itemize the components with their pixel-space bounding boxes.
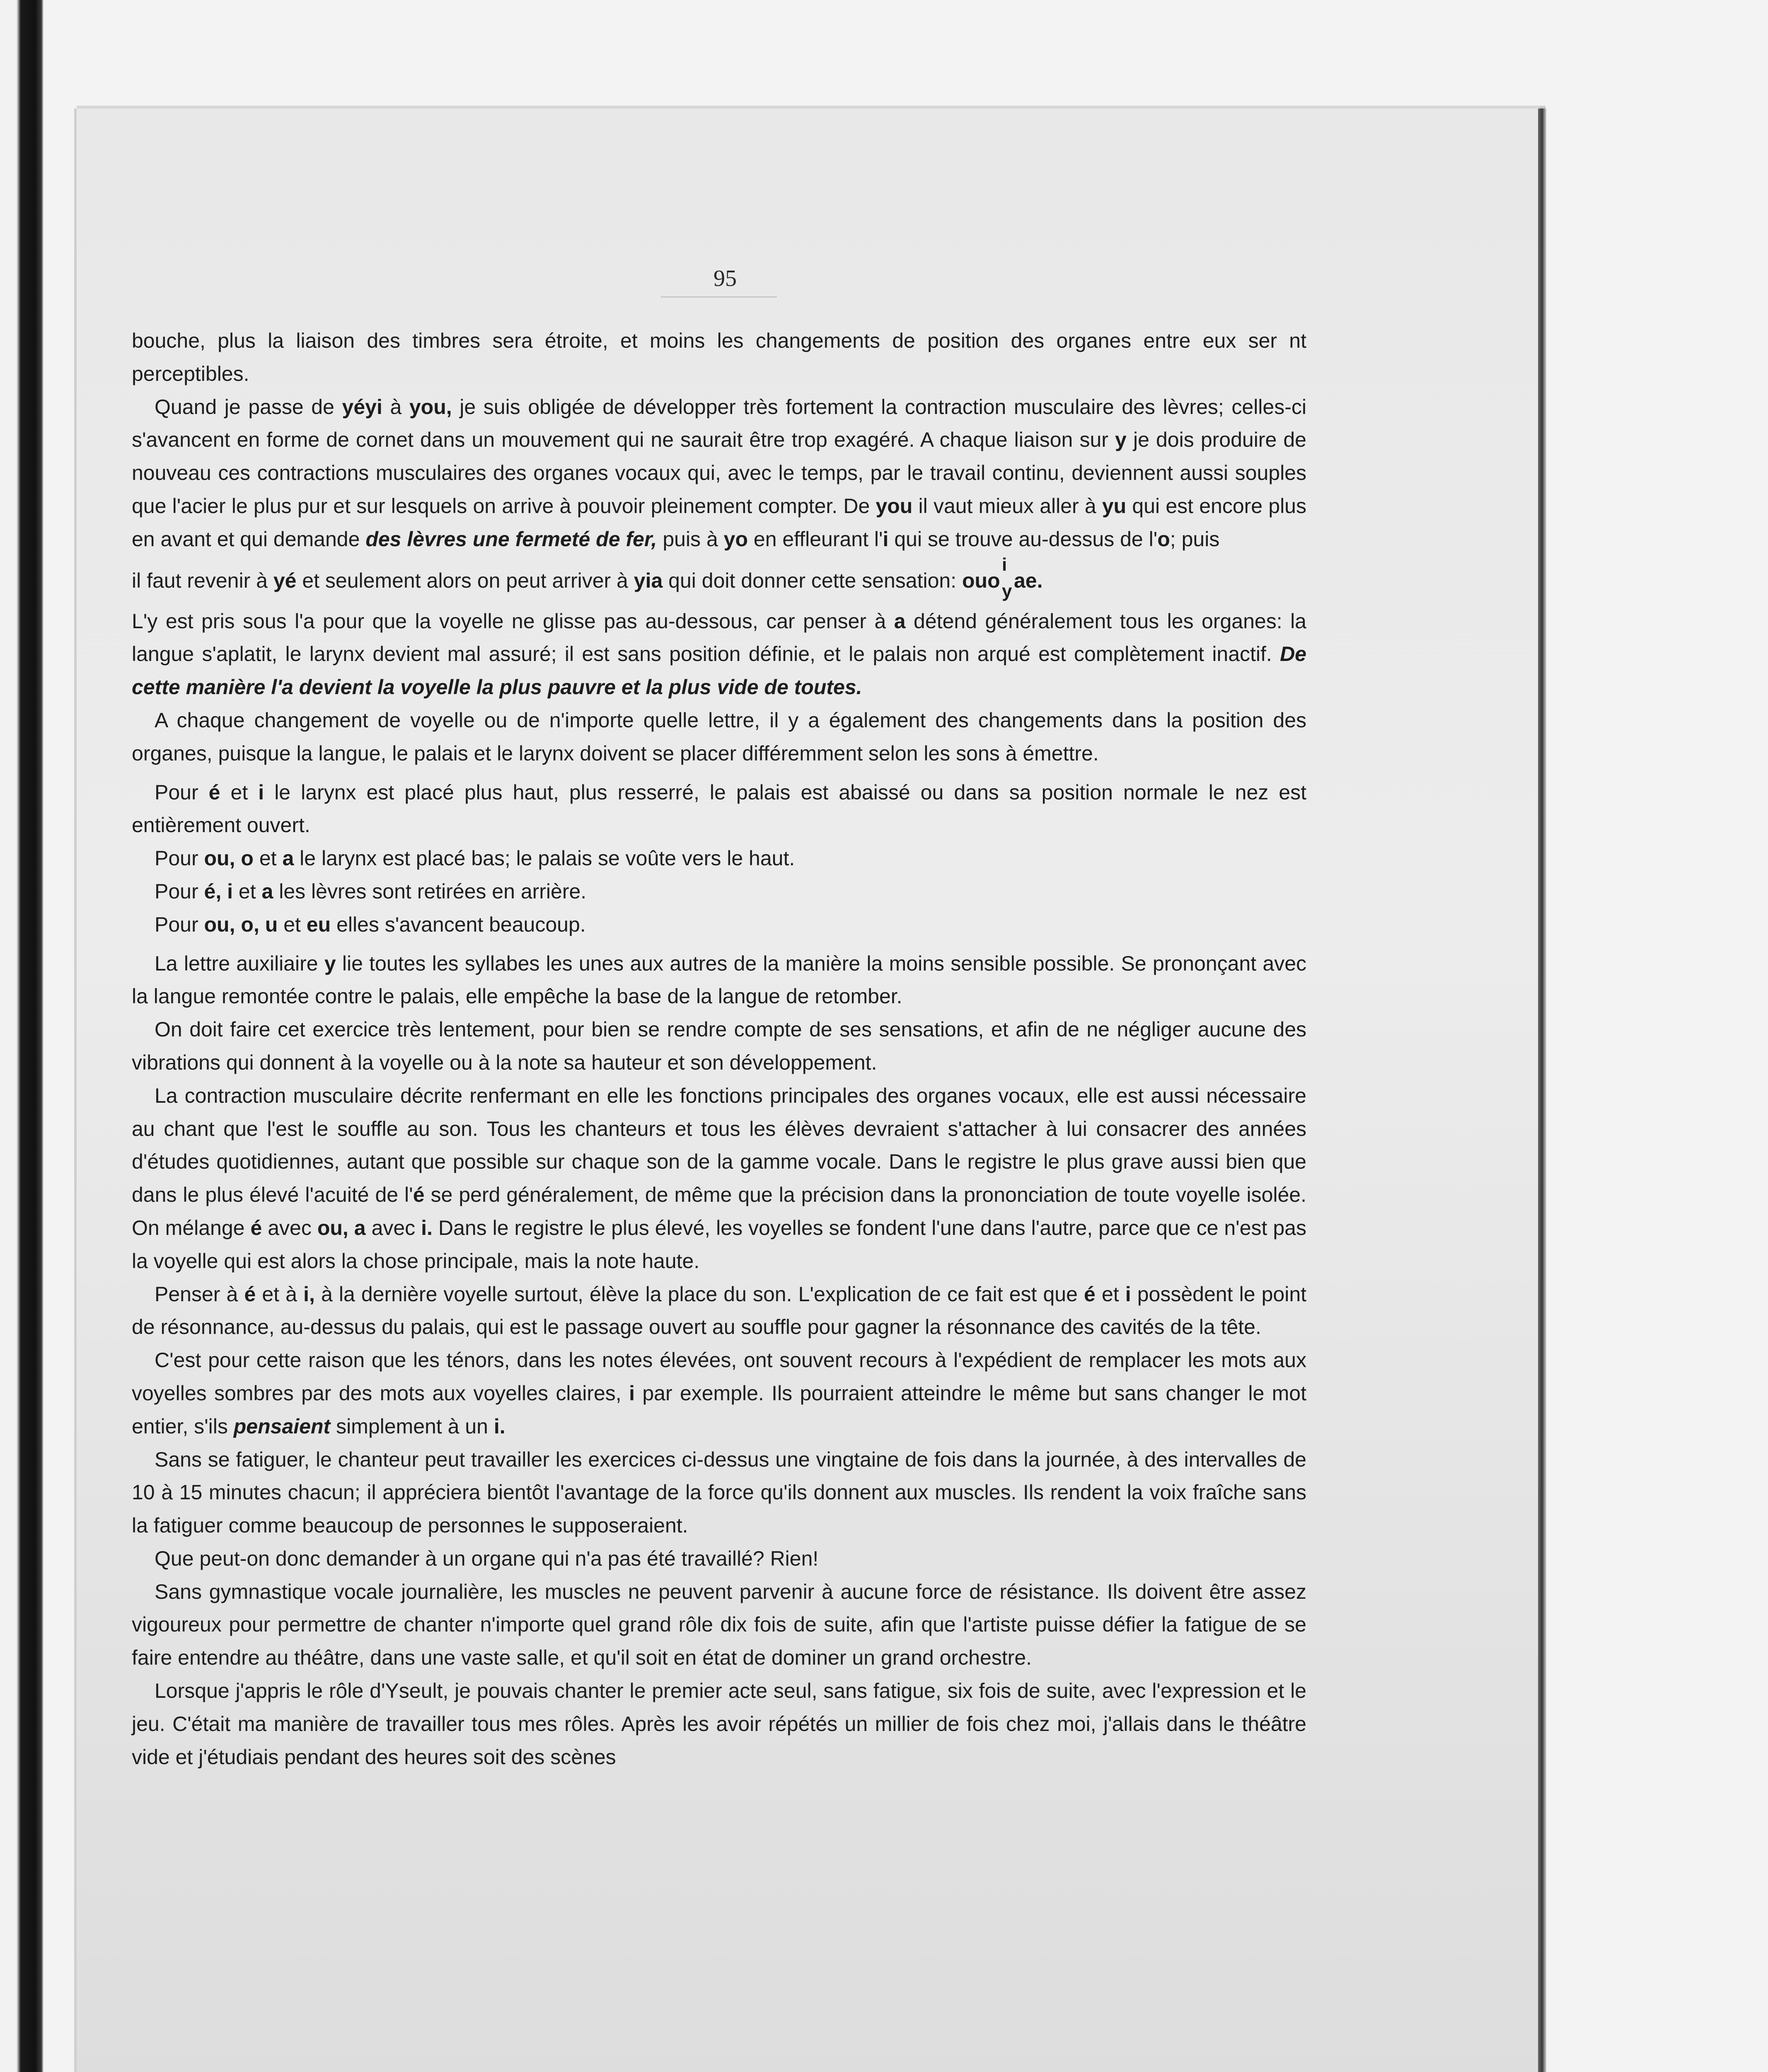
vowel-emphasis: a [261,879,273,903]
text-run: Quand je passe de [155,395,342,419]
text-run: Que peut-on donc demander à un organe qui n'a pas été travaillé? Rien! [155,1547,819,1570]
text-run: en effleurant l' [748,527,883,551]
sheet-right-edge [1538,109,1546,2072]
vowel-emphasis: o [1157,527,1170,551]
paragraph [132,1443,1306,1542]
text-run: Sans gymnastique vocale journalière, les muscles ne peuvent parvenir à aucune force de résistance. Ils doivent être assez vigoureux pour permettre de chanter n'importe quel grand rôle dix fois de suite, afin que l'artiste puisse défier la fatigue de se faire entendre au théâtre, dans une vaste salle, et qu'il soit en état de dominer un grand orchestre. [132,1580,1306,1670]
text-run: et [278,913,307,936]
text-run: à la dernière voyelle surtout, élève la place du son. L'explication de ce fait est que [314,1282,1084,1306]
page-body-text [132,324,1306,1774]
text-run: à [382,395,409,419]
text-run [235,913,241,936]
stack-above: i [1002,554,1007,575]
paragraph [132,1576,1306,1675]
text-run: qui se trouve au-dessus de l' [888,527,1158,551]
paragraph [132,842,1306,875]
italic-emphasis: De cette manière l'a devient la voyelle la plus pauvre et la plus vide de toutes. [132,642,1306,699]
vowel-emphasis: yo [723,527,748,551]
vowel-emphasis: é [208,780,220,804]
text-run: qui doit donner cette sensation: [663,569,962,592]
vowel-emphasis: a [282,847,294,870]
text-run: je suis obligée de développer très fortement la contraction musculaire des lèvres; celles-ci s'avancent en forme de cornet dans un mouvement qui ne saurait être trop exagéré. A chaque liaison sur [132,395,1306,452]
vowel-emphasis: i [629,1381,635,1405]
vowel-emphasis: é [250,1216,262,1239]
text-run: bouche, plus la liaison des timbres sera étroite, et moins les changements de position des organes entre eux ser nt perceptibles. [132,329,1306,385]
vowel-emphasis: yéyi [342,395,382,419]
vowel-emphasis: i, [303,1282,315,1306]
text-run: Pour [155,913,204,936]
vowel-emphasis: i. [493,1414,505,1438]
paragraph [132,324,1306,391]
text-run: le larynx est placé bas; le palais se voûte vers le haut. [294,847,795,870]
text-run: il vaut mieux aller à [912,494,1102,518]
text-run [348,1216,354,1239]
page-number-rule [661,296,777,298]
vowel-emphasis: y [1115,428,1127,452]
text-run: L'y est pris sous l'a pour que la voyelle ne glisse pas au-dessous, car penser à [132,609,894,633]
stack-base: ouo [962,569,1000,592]
vowel-emphasis: i [1125,1282,1131,1306]
paragraph [132,1344,1306,1443]
paragraph [132,947,1306,1014]
text-run [259,913,265,936]
vowel-emphasis: é [413,1183,425,1207]
vowel-emphasis: i [258,780,264,804]
paragraph [132,1080,1306,1278]
vowel-emphasis: you, [409,395,452,419]
paragraph [132,391,1306,556]
vowel-emphasis: é [244,1282,256,1306]
paragraph [132,776,1306,842]
vowel-emphasis: ou, [317,1216,348,1239]
vowel-stack [962,554,1012,605]
paragraph [132,908,1306,942]
text-run: La lettre auxiliaire [155,951,324,975]
text-run: je dois produire de nouveau ces contractions musculaires des organes vocaux qui, avec le temps, par le travail continu, deviennent aussi souples que l'acier le plus pur et sur lesquels on arrive à pouvoir pleinement compter. De [132,428,1306,518]
text-run: et [220,780,259,804]
text-run: Pour [155,879,204,903]
text-run: elles s'avancent beaucoup. [331,913,586,936]
text-run: et à [256,1282,304,1306]
vowel-emphasis: yu [1102,494,1127,518]
text-run: et [253,847,283,870]
vowel-emphasis: yé [273,569,297,592]
text-run [235,847,241,870]
paragraph [132,875,1306,908]
vowel-emphasis: i. [421,1216,433,1239]
vowel-emphasis: i [227,879,233,903]
text-run: On doit faire cet exercice très lentement, pour bien se rendre compte de ses sensations, et afin de ne négliger aucune des vibrations qui donnent à la voyelle ou à la note sa hauteur et son développement. [132,1018,1306,1074]
text-run: ; puis [1170,527,1220,551]
text-run: qui est encore plus en avant et qui demande [132,494,1306,551]
paragraph [132,704,1306,770]
paragraph [132,556,1306,605]
text-run: La contraction musculaire décrite renfermant en elle les fonctions principales des organes vocaux, elle est aussi nécessaire au chant que l'est le souffle au son. Tous les chanteurs et tous les élèves devraient s'attacher à lui consacrer des années d'études quotidiennes, autant que possible sur chaque son de la gamme vocale. Dans le registre le plus grave aussi bien que dans le plus élevé l'acuité de l' [132,1084,1306,1207]
text-run: détend généralement tous les organes: la langue s'aplatit, le larynx devient mal assuré; il est sans position définie, et le palais non arqué est complètement inactif. [132,609,1306,666]
paragraph [132,1278,1306,1344]
text-run: et [1095,1282,1125,1306]
vowel-emphasis: ou, [204,913,235,936]
text-run: possèdent le point de résonnance, au-dessus du palais, qui est le passage ouvert au souffle pour gagner la résonnance des cavités de la tête. [132,1282,1307,1339]
text-run: Lorsque j'appris le rôle d'Yseult, je pouvais chanter le premier acte seul, sans fatigue, six fois de suite, avec l'expression et le jeu. C'était ma manière de travailler tous mes rôles. Après les avoir répétés un millier de fois chez moi, j'allais dans le théâtre vide et j'étudiais pendant des heures soit des scènes [132,1679,1306,1769]
vowel-emphasis: yia [634,569,663,592]
italic-emphasis: pensaient [233,1414,331,1438]
text-run: le larynx est placé plus haut, plus resserré, le palais est abaissé ou dans sa position normale le nez est entièrement ouvert. [132,780,1306,837]
italic-emphasis: des lèvres une fermeté de fer, [365,527,657,551]
vowel-emphasis: o [241,847,254,870]
vowel-emphasis: y [324,951,336,975]
text-run: se perd généralement, de même que la précision dans la prononciation de toute voyelle isolée. On mélange [132,1183,1306,1239]
vowel-emphasis: é, [204,879,222,903]
vowel-emphasis: a [354,1216,366,1239]
paragraph [132,1013,1306,1080]
text-run: les lèvres sont retirées en arrière. [273,879,587,903]
text-run: A chaque changement de voyelle ou de n'importe quelle lettre, il y a également des changements dans la position des organes, puisque la langue, le palais et le larynx doivent se placer différemment selon les sons à émettre. [132,708,1306,765]
text-run: et [233,879,262,903]
paragraph [132,605,1306,704]
text-run: Penser à [155,1282,244,1306]
text-run: Pour [155,780,209,804]
text-run: avec [262,1216,317,1239]
text-run: il faut revenir à [132,569,273,592]
text-run [221,880,227,903]
text-run: Pour [155,847,204,870]
vowel-emphasis: ou, [204,847,235,870]
text-run: puis à [657,527,724,551]
vowel-emphasis: u [265,913,278,936]
vowel-emphasis: i [883,527,889,551]
text-run: simplement à un [330,1414,494,1438]
stack-tail: ae. [1014,569,1043,592]
text-run: Dans le registre le plus élevé, les voyelles se fondent l'une dans l'autre, parce que ce n'est pas la voyelle qui est alors la chose principale, mais la note haute. [132,1216,1306,1273]
vowel-emphasis: a [894,609,906,633]
book-spine-shadow [0,0,44,2072]
vowel-emphasis: o, [241,913,259,936]
text-run: par exemple. Ils pourraient atteindre le même but sans changer le mot entier, s'ils [132,1381,1306,1438]
text-run: Sans se fatiguer, le chanteur peut travailler les exercices ci-dessus une vingtaine de fois dans la journée, à des intervalles de 10 à 15 minutes chacun; il appréciera bientôt l'avantage de la force qu'ils donnent aux muscles. Ils rendent la voix fraîche sans la fatiguer comme beaucoup de personnes le supposeraient. [132,1447,1306,1537]
vowel-emphasis: you [876,494,913,518]
text-run: lie toutes les syllabes les unes aux autres de la manière la moins sensible possible. Se prononçant avec la langue remontée contre le palais, elle empêche la base de la langue de retomber. [132,951,1306,1008]
stack-below: y [1002,581,1012,601]
text-run: C'est pour cette raison que les ténors, dans les notes élevées, ont souvent recours à l'expédient de remplacer les mots aux voyelles sombres par des mots aux voyelles claires, [132,1348,1306,1405]
vowel-emphasis: é [1084,1282,1096,1306]
vowel-emphasis: eu [306,913,331,936]
paragraph [132,1542,1306,1576]
text-run: avec [365,1216,421,1239]
text-run: et seulement alors on peut arriver à [296,569,634,592]
paragraph [132,1675,1306,1774]
page-number: 95 [713,266,737,291]
